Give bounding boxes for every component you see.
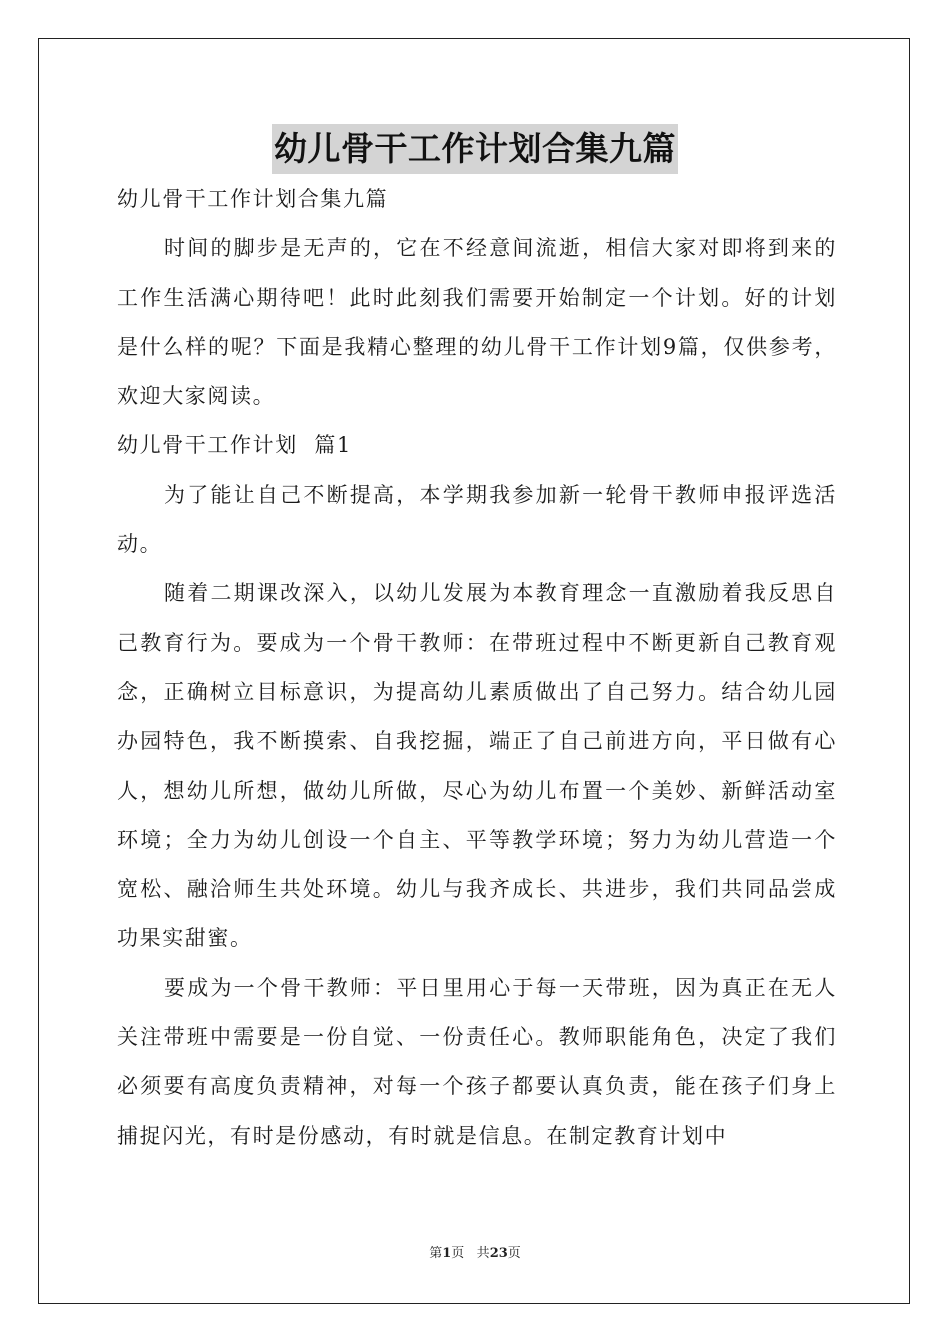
page-prefix: 第 (429, 1246, 443, 1261)
document-subtitle: 幼儿骨干工作计划合集九篇 (117, 187, 389, 211)
total-pages: 23 (489, 1246, 508, 1261)
intro-paragraph: 时间的脚步是无声的，它在不经意间流逝，相信大家对即将到来的工作生活满心期待吧！此时此刻我们需要开始制定一个计划。好的计划是什么样的呢？下面是我精心整理的幼儿骨干工作计划9篇，仅供参考，欢迎大家阅读。 (117, 236, 837, 409)
document-body (117, 175, 837, 1161)
page-number: 1 (442, 1246, 452, 1261)
document-title (0, 124, 950, 174)
total-prefix: 共 (476, 1246, 490, 1261)
page-footer (0, 1244, 950, 1264)
section-paragraph: 要成为一个骨干教师：平日里用心于每一天带班，因为真正在无人关注带班中需要是一份自觉、一份责任心。教师职能角色，决定了我们必须要有高度负责精神，对每一个孩子都要认真负责，能在孩子们身上捕捉闪光，有时是份感动，有时就是信息。在制定教育计划中 (117, 975, 837, 1148)
total-suffix: 页 (507, 1246, 521, 1261)
document-title-text: 幼儿骨干工作计划合集九篇 (272, 124, 678, 174)
section-heading: 幼儿骨干工作计划 篇1 (117, 433, 352, 458)
section-paragraph: 为了能让自己不断提高，本学期我参加新一轮骨干教师申报评选活动。 (117, 482, 837, 557)
section-paragraph: 随着二期课改深入，以幼儿发展为本教育理念一直激励着我反思自己教育行为。要成为一个骨干教师：在带班过程中不断更新自己教育观念，正确树立目标意识，为提高幼儿素质做出了自己努力。结合幼儿园办园特色，我不断摸索、自我挖掘，端正了自己前进方向，平日做有心人，想幼儿所想，做幼儿所做，尽心为幼儿布置一个美妙、新鲜活动室环境；全力为幼儿创设一个自主、平等教学环境；努力为幼儿营造一个宽松、融洽师生共处环境。幼儿与我齐成长、共进步，我们共同品尝成功果实甜蜜。 (117, 581, 837, 951)
page-suffix: 页 (451, 1246, 465, 1261)
